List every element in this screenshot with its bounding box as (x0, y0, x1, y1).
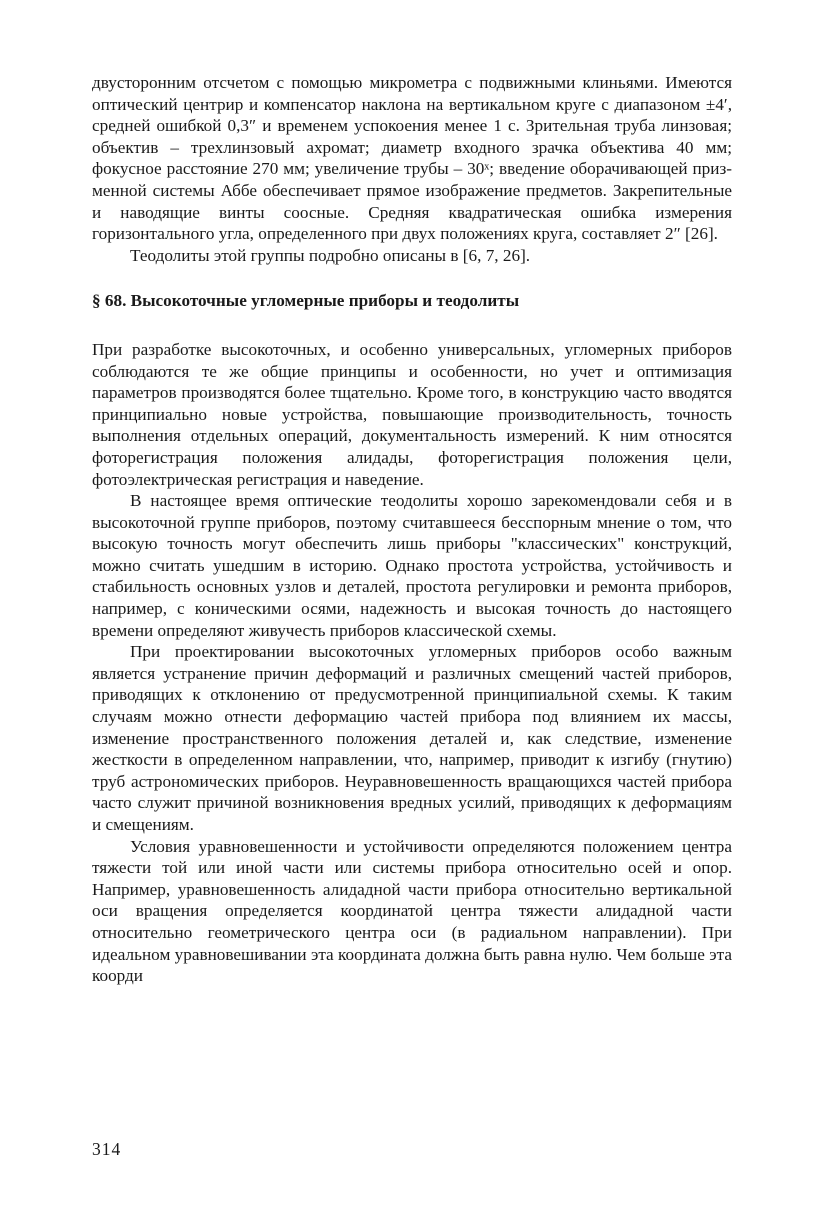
paragraph-intro: При разработке высокоточных, и особенно универсальных, угломерных приборов соблюдаются те же общие принципы и особенности, но учет и оптимизация параметров производятся более тщательно. Кроме того, в конструкцию часто вводятся принципиально новые устройства, повышающие производительность, точность выполнения отдельных операций, документальность измерений. К ним относятся фоторегистрация положения алидады, фоторегистрация положения цели, фотоэлектрическая регистрация и наведение. (92, 339, 732, 489)
paragraph-continued: двусторонним отсчетом с помощью микрометра с подвижными клиньями. Имеются оптический центрир и компенсатор наклона на вертикальном круге с диапазоном ±4′, средней ошибкой 0,3″ и временем успокоения менее 1 с. Зрительная труба линзовая; объектив – трехлинзовый ахромат; диаметр входного зрачка объектива 40 мм; фокусное расстояние 270 мм; увеличение трубы – 30ˣ; введение оборачивающей призменной системы Аббе обеспечивает прямое изображение предметов. Закрепительные и наводящие винты соосные. Средняя квадратическая ошибка измерения горизонтального угла, определенного при двух положениях круга, составляет 2″ [26]. (92, 73, 732, 244)
page-body (92, 72, 732, 987)
paragraph-optical-theodolites: В настоящее время оптические теодолиты хорошо зарекомендовали себя и в высокоточной группе приборов, поэтому считавшееся бесспорным мнение о том, что высокую точность могут обеспечить лишь приборы "классических" конструкций, можно считать ушедшим в историю. Однако простота устройства, устойчивость и стабильность основных узлов и деталей, простота регулировки и ремонта приборов, например, с коническими осями, надежность и высокая точность до настоящего времени определяют живучесть приборов классической схемы. (92, 491, 732, 640)
section-heading: § 68. Высокоточные угломерные приборы и теодолиты (92, 291, 520, 311)
page-number: 314 (92, 1139, 122, 1159)
paragraph-balance: Условия уравновешенности и устойчивости определяются положением центра тяжести той или иной части или системы прибора относительно осей и опор. Например, уравновешенность алидадной части прибора относительно вертикальной оси вращения определяется координатой центра тяжести алидадной части относительно геометрического центра оси (в радиальном направлении). При идеальном уравновешивании эта координата должна быть равна нулю. Чем больше эта коорди (92, 836, 732, 986)
paragraph-references: Теодолиты этой группы подробно описаны в [6, 7, 26]. (130, 245, 531, 265)
paragraph-design: При проектировании высокоточных угломерных приборов особо важным является устранение причин деформаций и различных смещений частей приборов, приводящих к отклонению от предусмотренной принципиальной схемы. К таким случаям можно отнести деформацию частей прибора под влиянием их массы, изменение пространственного положения деталей и, как следствие, изменение жесткости в определенном направлении, что, например, приводит к изгибу (гнутию) труб астрономических приборов. Неуравновешенность вращающихся частей прибора часто служит причиной возникновения вредных усилий, приводящих к деформациям и смещениям. (92, 642, 732, 834)
